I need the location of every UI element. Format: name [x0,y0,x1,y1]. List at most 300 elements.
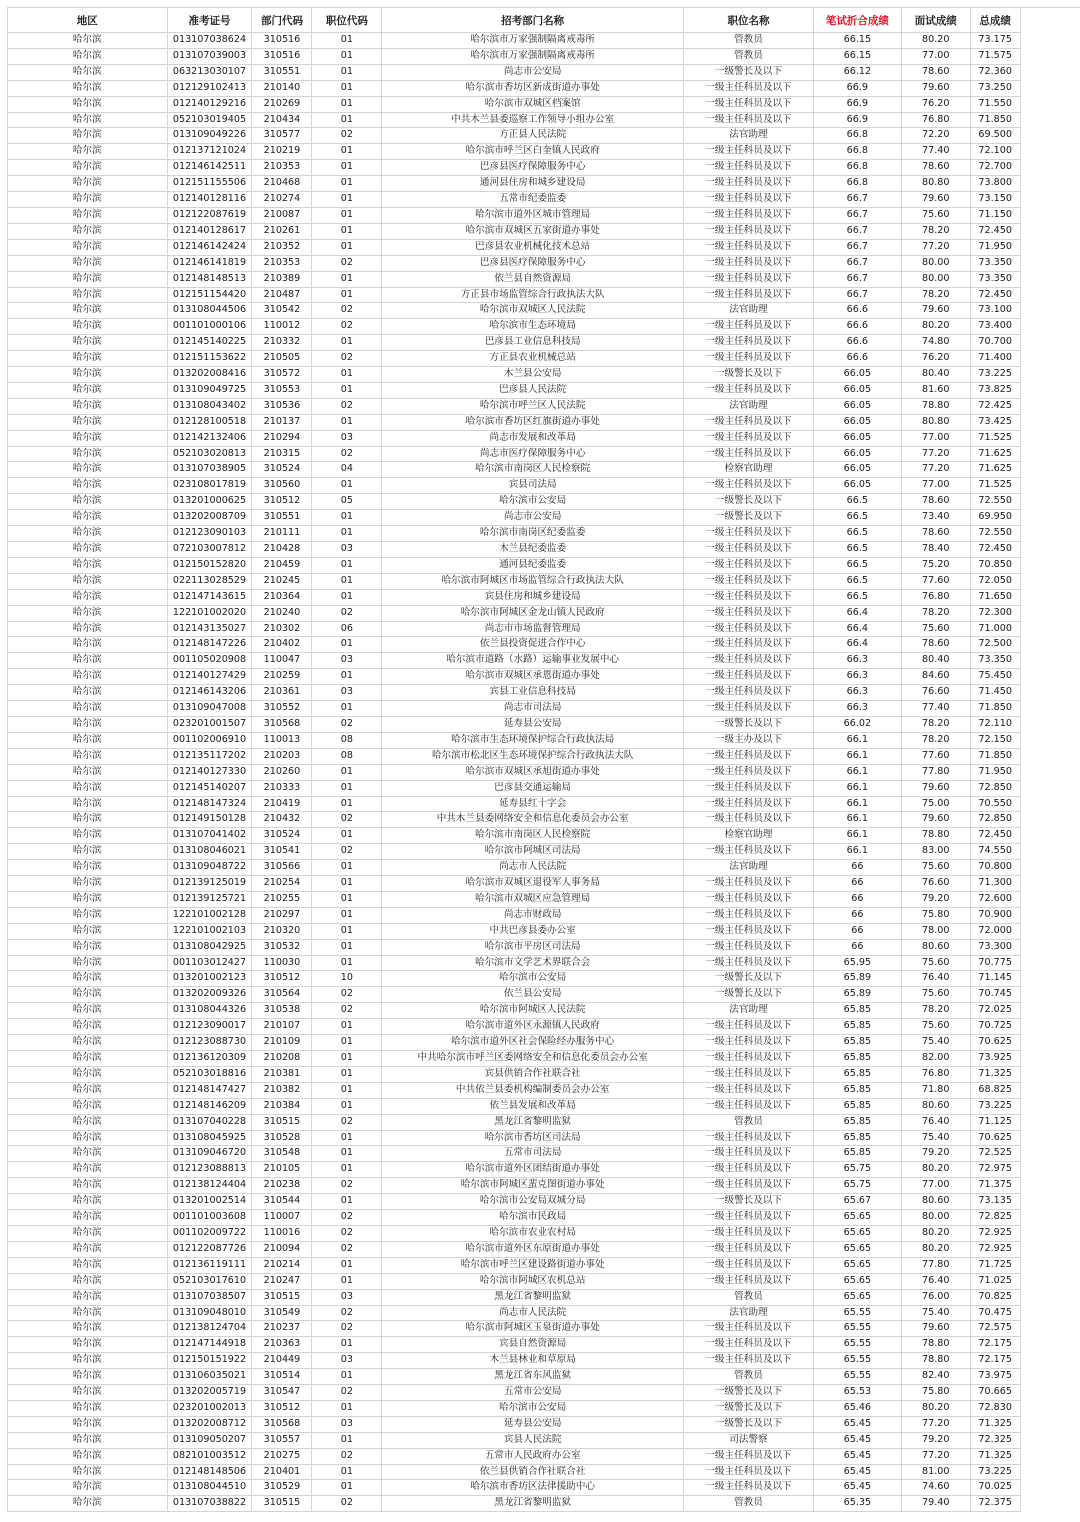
department-code-cell[interactable]: 310577 [252,128,312,144]
position-name-cell[interactable]: 法官助理 [684,1305,814,1321]
position-name-cell[interactable]: 一级主任科员及以下 [684,557,814,573]
position-name-cell[interactable]: 一级主任科员及以下 [684,669,814,685]
department-code-cell[interactable]: 210240 [252,605,312,621]
written-score-cell[interactable]: 66.05 [813,398,901,414]
interview-score-cell[interactable]: 78.60 [901,637,970,653]
department-code-cell[interactable]: 310557 [252,1432,312,1448]
position-code-cell[interactable]: 01 [312,33,382,49]
position-code-cell[interactable]: 01 [312,907,382,923]
position-name-cell[interactable]: 一级主任科员及以下 [684,478,814,494]
ticket-number-cell[interactable]: 013202005719 [167,1385,252,1401]
written-score-cell[interactable]: 66.3 [813,701,901,717]
position-name-cell[interactable]: 一级主任科员及以下 [684,939,814,955]
ticket-number-cell[interactable]: 012143135027 [167,621,252,637]
interview-score-cell[interactable]: 76.80 [901,112,970,128]
department-name-cell[interactable]: 哈尔滨市道路（水路）运输事业发展中心 [382,653,684,669]
department-name-cell[interactable]: 哈尔滨市公安局 [382,494,684,510]
total-score-cell[interactable]: 71.000 [970,621,1020,637]
region-cell[interactable]: 哈尔滨 [8,1035,168,1051]
department-code-cell[interactable]: 310528 [252,1130,312,1146]
position-name-cell[interactable]: 一级主任科员及以下 [684,287,814,303]
department-code-cell[interactable]: 210487 [252,287,312,303]
written-score-cell[interactable]: 66.9 [813,112,901,128]
position-name-cell[interactable]: 一级主任科员及以下 [684,1464,814,1480]
position-code-cell[interactable]: 01 [312,1273,382,1289]
total-score-cell[interactable]: 70.550 [970,796,1020,812]
total-score-cell[interactable]: 71.145 [970,971,1020,987]
region-cell[interactable]: 哈尔滨 [8,1114,168,1130]
written-score-cell[interactable]: 65.65 [813,1273,901,1289]
position-name-cell[interactable]: 管教员 [684,1369,814,1385]
position-code-cell[interactable]: 01 [312,271,382,287]
position-name-cell[interactable]: 法官助理 [684,1003,814,1019]
interview-score-cell[interactable]: 79.60 [901,80,970,96]
interview-score-cell[interactable]: 84.60 [901,669,970,685]
region-cell[interactable]: 哈尔滨 [8,128,168,144]
department-code-cell[interactable]: 210353 [252,255,312,271]
department-name-cell[interactable]: 黑龙江省黎明监狱 [382,1496,684,1512]
position-name-cell[interactable]: 一级主任科员及以下 [684,685,814,701]
ticket-number-cell[interactable]: 013109049725 [167,382,252,398]
ticket-number-cell[interactable]: 013107038507 [167,1289,252,1305]
written-score-cell[interactable]: 66.1 [813,828,901,844]
ticket-number-cell[interactable]: 012150151922 [167,1353,252,1369]
written-score-cell[interactable]: 65.53 [813,1385,901,1401]
ticket-number-cell[interactable]: 012151154420 [167,287,252,303]
department-name-cell[interactable]: 哈尔滨市香坊区红旗街道办事处 [382,414,684,430]
ticket-number-cell[interactable]: 122101002020 [167,605,252,621]
interview-score-cell[interactable]: 80.80 [901,414,970,430]
written-score-cell[interactable]: 65.65 [813,1225,901,1241]
written-score-cell[interactable]: 66.7 [813,271,901,287]
interview-score-cell[interactable]: 79.60 [901,1321,970,1337]
position-name-cell[interactable]: 一级警长及以下 [684,987,814,1003]
total-score-cell[interactable]: 73.350 [970,271,1020,287]
position-name-cell[interactable]: 一级主任科员及以下 [684,1273,814,1289]
position-name-cell[interactable]: 管教员 [684,1114,814,1130]
position-name-cell[interactable]: 一级主任科员及以下 [684,1337,814,1353]
total-score-cell[interactable]: 73.825 [970,382,1020,398]
interview-score-cell[interactable]: 75.60 [901,207,970,223]
department-code-cell[interactable]: 110007 [252,1210,312,1226]
department-code-cell[interactable]: 310542 [252,303,312,319]
written-score-cell[interactable]: 66.05 [813,462,901,478]
total-score-cell[interactable]: 75.450 [970,669,1020,685]
interview-score-cell[interactable]: 75.80 [901,907,970,923]
total-score-cell[interactable]: 73.100 [970,303,1020,319]
position-name-cell[interactable]: 一级主任科员及以下 [684,605,814,621]
region-cell[interactable]: 哈尔滨 [8,732,168,748]
department-code-cell[interactable]: 210364 [252,589,312,605]
total-score-cell[interactable]: 73.250 [970,80,1020,96]
position-code-cell[interactable]: 03 [312,685,382,701]
interview-score-cell[interactable]: 80.00 [901,271,970,287]
total-score-cell[interactable]: 72.500 [970,637,1020,653]
position-code-cell[interactable]: 01 [312,669,382,685]
ticket-number-cell[interactable]: 012148147427 [167,1082,252,1098]
interview-score-cell[interactable]: 79.20 [901,1146,970,1162]
position-name-cell[interactable]: 管教员 [684,48,814,64]
total-score-cell[interactable]: 72.175 [970,1337,1020,1353]
written-score-cell[interactable]: 66.1 [813,780,901,796]
written-score-cell[interactable]: 65.55 [813,1337,901,1353]
written-score-cell[interactable]: 65.67 [813,1194,901,1210]
interview-score-cell[interactable]: 76.40 [901,1114,970,1130]
position-name-cell[interactable]: 一级主任科员及以下 [684,844,814,860]
interview-score-cell[interactable]: 79.60 [901,303,970,319]
position-code-cell[interactable]: 03 [312,1353,382,1369]
position-name-cell[interactable]: 一级主任科员及以下 [684,430,814,446]
department-code-cell[interactable]: 210432 [252,812,312,828]
total-score-cell[interactable]: 71.725 [970,1257,1020,1273]
department-name-cell[interactable]: 哈尔滨市道外区东原街道办事处 [382,1241,684,1257]
department-name-cell[interactable]: 巴彦县农业机械化技术总站 [382,239,684,255]
region-cell[interactable]: 哈尔滨 [8,748,168,764]
ticket-number-cell[interactable]: 012136120309 [167,1051,252,1067]
position-name-cell[interactable]: 一级主任科员及以下 [684,112,814,128]
ticket-number-cell[interactable]: 072103007812 [167,542,252,558]
interview-score-cell[interactable]: 78.20 [901,223,970,239]
ticket-number-cell[interactable]: 012138124404 [167,1178,252,1194]
position-name-cell[interactable]: 一级主任科员及以下 [684,1035,814,1051]
total-score-cell[interactable]: 72.830 [970,1400,1020,1416]
total-score-cell[interactable]: 72.925 [970,1241,1020,1257]
interview-score-cell[interactable]: 78.20 [901,287,970,303]
department-code-cell[interactable]: 210505 [252,351,312,367]
region-cell[interactable]: 哈尔滨 [8,621,168,637]
department-code-cell[interactable]: 310568 [252,716,312,732]
department-code-cell[interactable]: 310541 [252,844,312,860]
total-score-cell[interactable]: 73.225 [970,367,1020,383]
position-code-cell[interactable]: 02 [312,987,382,1003]
region-cell[interactable]: 哈尔滨 [8,764,168,780]
ticket-number-cell[interactable]: 012123088813 [167,1162,252,1178]
department-name-cell[interactable]: 方正县人民法院 [382,128,684,144]
position-code-cell[interactable]: 01 [312,96,382,112]
interview-score-cell[interactable]: 78.60 [901,160,970,176]
interview-score-cell[interactable]: 80.20 [901,1162,970,1178]
region-cell[interactable]: 哈尔滨 [8,907,168,923]
position-code-cell[interactable]: 02 [312,319,382,335]
department-code-cell[interactable]: 210260 [252,764,312,780]
position-code-cell[interactable]: 02 [312,128,382,144]
written-score-cell[interactable]: 66.8 [813,128,901,144]
position-code-cell[interactable]: 02 [312,716,382,732]
ticket-number-cell[interactable]: 013202008416 [167,367,252,383]
written-score-cell[interactable]: 65.45 [813,1480,901,1496]
total-score-cell[interactable]: 72.600 [970,891,1020,907]
ticket-number-cell[interactable]: 001101000106 [167,319,252,335]
region-cell[interactable]: 哈尔滨 [8,1178,168,1194]
department-code-cell[interactable]: 310536 [252,398,312,414]
position-name-cell[interactable]: 一级主任科员及以下 [684,701,814,717]
position-name-cell[interactable]: 一级警长及以下 [684,1385,814,1401]
region-cell[interactable]: 哈尔滨 [8,1305,168,1321]
ticket-number-cell[interactable]: 013109047008 [167,701,252,717]
department-code-cell[interactable]: 210352 [252,239,312,255]
total-score-cell[interactable]: 72.325 [970,1432,1020,1448]
total-score-cell[interactable]: 72.050 [970,573,1020,589]
interview-score-cell[interactable]: 77.20 [901,446,970,462]
ticket-number-cell[interactable]: 012146141819 [167,255,252,271]
department-name-cell[interactable]: 哈尔滨市万家强制隔离戒毒所 [382,48,684,64]
position-code-cell[interactable]: 01 [312,1082,382,1098]
total-score-cell[interactable]: 73.975 [970,1369,1020,1385]
department-code-cell[interactable]: 310515 [252,1114,312,1130]
position-name-cell[interactable]: 一级主任科员及以下 [684,1082,814,1098]
total-score-cell[interactable]: 70.900 [970,907,1020,923]
region-cell[interactable]: 哈尔滨 [8,80,168,96]
department-name-cell[interactable]: 哈尔滨市香坊区法律援助中心 [382,1480,684,1496]
interview-score-cell[interactable]: 76.40 [901,971,970,987]
region-cell[interactable]: 哈尔滨 [8,1321,168,1337]
department-code-cell[interactable]: 210401 [252,1464,312,1480]
position-code-cell[interactable]: 01 [312,239,382,255]
ticket-number-cell[interactable]: 013109049226 [167,128,252,144]
department-code-cell[interactable]: 210275 [252,1448,312,1464]
department-name-cell[interactable]: 哈尔滨市双城区承恩街道办事处 [382,669,684,685]
position-code-cell[interactable]: 02 [312,446,382,462]
department-name-cell[interactable]: 哈尔滨市双城区退役军人事务局 [382,876,684,892]
written-score-cell[interactable]: 66.6 [813,351,901,367]
position-code-cell[interactable]: 01 [312,176,382,192]
written-score-cell[interactable]: 66.5 [813,573,901,589]
written-score-cell[interactable]: 66.4 [813,621,901,637]
position-name-cell[interactable]: 一级主任科员及以下 [684,255,814,271]
department-name-cell[interactable]: 黑龙江省黎明监狱 [382,1114,684,1130]
department-code-cell[interactable]: 310516 [252,33,312,49]
ticket-number-cell[interactable]: 022113028529 [167,573,252,589]
interview-score-cell[interactable]: 77.80 [901,1257,970,1273]
ticket-number-cell[interactable]: 012148148513 [167,271,252,287]
department-code-cell[interactable]: 210237 [252,1321,312,1337]
position-code-cell[interactable]: 01 [312,207,382,223]
total-score-cell[interactable]: 72.550 [970,526,1020,542]
written-score-cell[interactable]: 66.4 [813,637,901,653]
ticket-number-cell[interactable]: 013107040228 [167,1114,252,1130]
department-code-cell[interactable]: 310512 [252,971,312,987]
position-code-cell[interactable]: 01 [312,1162,382,1178]
region-cell[interactable]: 哈尔滨 [8,478,168,494]
position-name-cell[interactable]: 一级主任科员及以下 [684,955,814,971]
department-name-cell[interactable]: 木兰县林业和草原局 [382,1353,684,1369]
ticket-number-cell[interactable]: 013202008709 [167,510,252,526]
position-code-cell[interactable]: 03 [312,430,382,446]
position-name-cell[interactable]: 一级主任科员及以下 [684,1241,814,1257]
total-score-cell[interactable]: 70.745 [970,987,1020,1003]
written-score-cell[interactable]: 65.55 [813,1305,901,1321]
header-ticket-number[interactable]: 准考证号 [167,8,252,33]
position-code-cell[interactable]: 01 [312,955,382,971]
region-cell[interactable]: 哈尔滨 [8,144,168,160]
position-code-cell[interactable]: 01 [312,80,382,96]
interview-score-cell[interactable]: 82.00 [901,1051,970,1067]
total-score-cell[interactable]: 72.825 [970,1210,1020,1226]
department-code-cell[interactable]: 210402 [252,637,312,653]
total-score-cell[interactable]: 71.325 [970,1448,1020,1464]
department-name-cell[interactable]: 尚志市医疗保障服务中心 [382,446,684,462]
written-score-cell[interactable]: 66.7 [813,255,901,271]
position-code-cell[interactable]: 01 [312,144,382,160]
ticket-number-cell[interactable]: 013108042925 [167,939,252,955]
position-code-cell[interactable]: 01 [312,1019,382,1035]
position-code-cell[interactable]: 02 [312,1114,382,1130]
region-cell[interactable]: 哈尔滨 [8,1051,168,1067]
interview-score-cell[interactable]: 77.20 [901,239,970,255]
department-code-cell[interactable]: 310553 [252,382,312,398]
position-name-cell[interactable]: 一级主任科员及以下 [684,1066,814,1082]
department-name-cell[interactable]: 尚志市人民法院 [382,860,684,876]
department-name-cell[interactable]: 尚志市人民法院 [382,1305,684,1321]
interview-score-cell[interactable]: 71.80 [901,1082,970,1098]
written-score-cell[interactable]: 66.6 [813,335,901,351]
ticket-number-cell[interactable]: 122101002103 [167,923,252,939]
interview-score-cell[interactable]: 77.00 [901,430,970,446]
department-name-cell[interactable]: 哈尔滨市双城区人民法院 [382,303,684,319]
total-score-cell[interactable]: 70.850 [970,557,1020,573]
interview-score-cell[interactable]: 77.20 [901,1416,970,1432]
position-name-cell[interactable]: 一级警长及以下 [684,510,814,526]
interview-score-cell[interactable]: 76.60 [901,685,970,701]
department-name-cell[interactable]: 依兰县自然资源局 [382,271,684,287]
department-code-cell[interactable]: 210459 [252,557,312,573]
interview-score-cell[interactable]: 74.80 [901,335,970,351]
department-name-cell[interactable]: 哈尔滨市文学艺术界联合会 [382,955,684,971]
region-cell[interactable]: 哈尔滨 [8,573,168,589]
position-code-cell[interactable]: 01 [312,526,382,542]
position-code-cell[interactable]: 01 [312,1051,382,1067]
total-score-cell[interactable]: 73.350 [970,255,1020,271]
total-score-cell[interactable]: 70.475 [970,1305,1020,1321]
region-cell[interactable]: 哈尔滨 [8,255,168,271]
written-score-cell[interactable]: 66.1 [813,764,901,780]
position-name-cell[interactable]: 一级主任科员及以下 [684,1146,814,1162]
position-name-cell[interactable]: 检察官助理 [684,462,814,478]
interview-score-cell[interactable]: 79.60 [901,812,970,828]
ticket-number-cell[interactable]: 052103018816 [167,1066,252,1082]
position-code-cell[interactable]: 06 [312,621,382,637]
interview-score-cell[interactable]: 76.40 [901,1273,970,1289]
region-cell[interactable]: 哈尔滨 [8,939,168,955]
position-name-cell[interactable]: 一级主任科员及以下 [684,239,814,255]
position-name-cell[interactable]: 一级主任科员及以下 [684,653,814,669]
ticket-number-cell[interactable]: 001102009722 [167,1225,252,1241]
total-score-cell[interactable]: 73.800 [970,176,1020,192]
position-code-cell[interactable]: 01 [312,796,382,812]
interview-score-cell[interactable]: 78.00 [901,923,970,939]
total-score-cell[interactable]: 72.000 [970,923,1020,939]
position-name-cell[interactable]: 一级主任科员及以下 [684,1257,814,1273]
region-cell[interactable]: 哈尔滨 [8,557,168,573]
department-name-cell[interactable]: 哈尔滨市阿城区金龙山镇人民政府 [382,605,684,621]
position-name-cell[interactable]: 一级主任科员及以下 [684,192,814,208]
written-score-cell[interactable]: 66.7 [813,287,901,303]
position-name-cell[interactable]: 一级主任科员及以下 [684,542,814,558]
written-score-cell[interactable]: 65.85 [813,1098,901,1114]
written-score-cell[interactable]: 65.85 [813,1146,901,1162]
region-cell[interactable]: 哈尔滨 [8,701,168,717]
interview-score-cell[interactable]: 76.20 [901,351,970,367]
department-code-cell[interactable]: 210261 [252,223,312,239]
department-name-cell[interactable]: 尚志市司法局 [382,701,684,717]
total-score-cell[interactable]: 71.375 [970,1178,1020,1194]
ticket-number-cell[interactable]: 013107038822 [167,1496,252,1512]
interview-score-cell[interactable]: 80.80 [901,176,970,192]
department-code-cell[interactable]: 210247 [252,1273,312,1289]
interview-score-cell[interactable]: 80.20 [901,1241,970,1257]
ticket-number-cell[interactable]: 012129102413 [167,80,252,96]
written-score-cell[interactable]: 66.9 [813,96,901,112]
written-score-cell[interactable]: 65.85 [813,1114,901,1130]
department-code-cell[interactable]: 210109 [252,1035,312,1051]
header-department-name[interactable]: 招考部门名称 [382,8,684,33]
total-score-cell[interactable]: 72.450 [970,828,1020,844]
department-name-cell[interactable]: 哈尔滨市双城区承旭街道办事处 [382,764,684,780]
ticket-number-cell[interactable]: 012151153622 [167,351,252,367]
region-cell[interactable]: 哈尔滨 [8,1082,168,1098]
interview-score-cell[interactable]: 77.40 [901,144,970,160]
region-cell[interactable]: 哈尔滨 [8,1003,168,1019]
department-code-cell[interactable]: 210140 [252,80,312,96]
region-cell[interactable]: 哈尔滨 [8,1098,168,1114]
position-code-cell[interactable]: 01 [312,637,382,653]
position-name-cell[interactable]: 一级警长及以下 [684,367,814,383]
interview-score-cell[interactable]: 77.00 [901,1178,970,1194]
region-cell[interactable]: 哈尔滨 [8,176,168,192]
total-score-cell[interactable]: 70.700 [970,335,1020,351]
written-score-cell[interactable]: 66.05 [813,382,901,398]
position-code-cell[interactable]: 02 [312,1241,382,1257]
department-code-cell[interactable]: 210137 [252,414,312,430]
department-name-cell[interactable]: 依兰县供销合作社联合社 [382,1464,684,1480]
position-code-cell[interactable]: 02 [312,1385,382,1401]
region-cell[interactable]: 哈尔滨 [8,287,168,303]
written-score-cell[interactable]: 65.85 [813,1003,901,1019]
written-score-cell[interactable]: 65.46 [813,1400,901,1416]
total-score-cell[interactable]: 72.700 [970,160,1020,176]
interview-score-cell[interactable]: 80.60 [901,939,970,955]
written-score-cell[interactable]: 65.89 [813,971,901,987]
position-code-cell[interactable]: 02 [312,255,382,271]
position-code-cell[interactable]: 01 [312,1130,382,1146]
total-score-cell[interactable]: 73.225 [970,1464,1020,1480]
region-cell[interactable]: 哈尔滨 [8,462,168,478]
written-score-cell[interactable]: 66.7 [813,223,901,239]
department-code-cell[interactable]: 110013 [252,732,312,748]
department-code-cell[interactable]: 210107 [252,1019,312,1035]
interview-score-cell[interactable]: 75.60 [901,955,970,971]
interview-score-cell[interactable]: 75.60 [901,860,970,876]
written-score-cell[interactable]: 65.55 [813,1369,901,1385]
department-code-cell[interactable]: 310566 [252,860,312,876]
total-score-cell[interactable]: 71.325 [970,1416,1020,1432]
written-score-cell[interactable]: 65.55 [813,1321,901,1337]
department-code-cell[interactable]: 210297 [252,907,312,923]
position-name-cell[interactable]: 一级主任科员及以下 [684,160,814,176]
ticket-number-cell[interactable]: 013201000625 [167,494,252,510]
written-score-cell[interactable]: 66.05 [813,478,901,494]
position-code-cell[interactable]: 01 [312,939,382,955]
total-score-cell[interactable]: 71.525 [970,478,1020,494]
interview-score-cell[interactable]: 78.20 [901,1003,970,1019]
department-name-cell[interactable]: 哈尔滨市香坊区司法局 [382,1130,684,1146]
interview-score-cell[interactable]: 75.00 [901,796,970,812]
position-code-cell[interactable]: 02 [312,1178,382,1194]
department-code-cell[interactable]: 210389 [252,271,312,287]
ticket-number-cell[interactable]: 013201002514 [167,1194,252,1210]
ticket-number-cell[interactable]: 001102006910 [167,732,252,748]
region-cell[interactable]: 哈尔滨 [8,589,168,605]
